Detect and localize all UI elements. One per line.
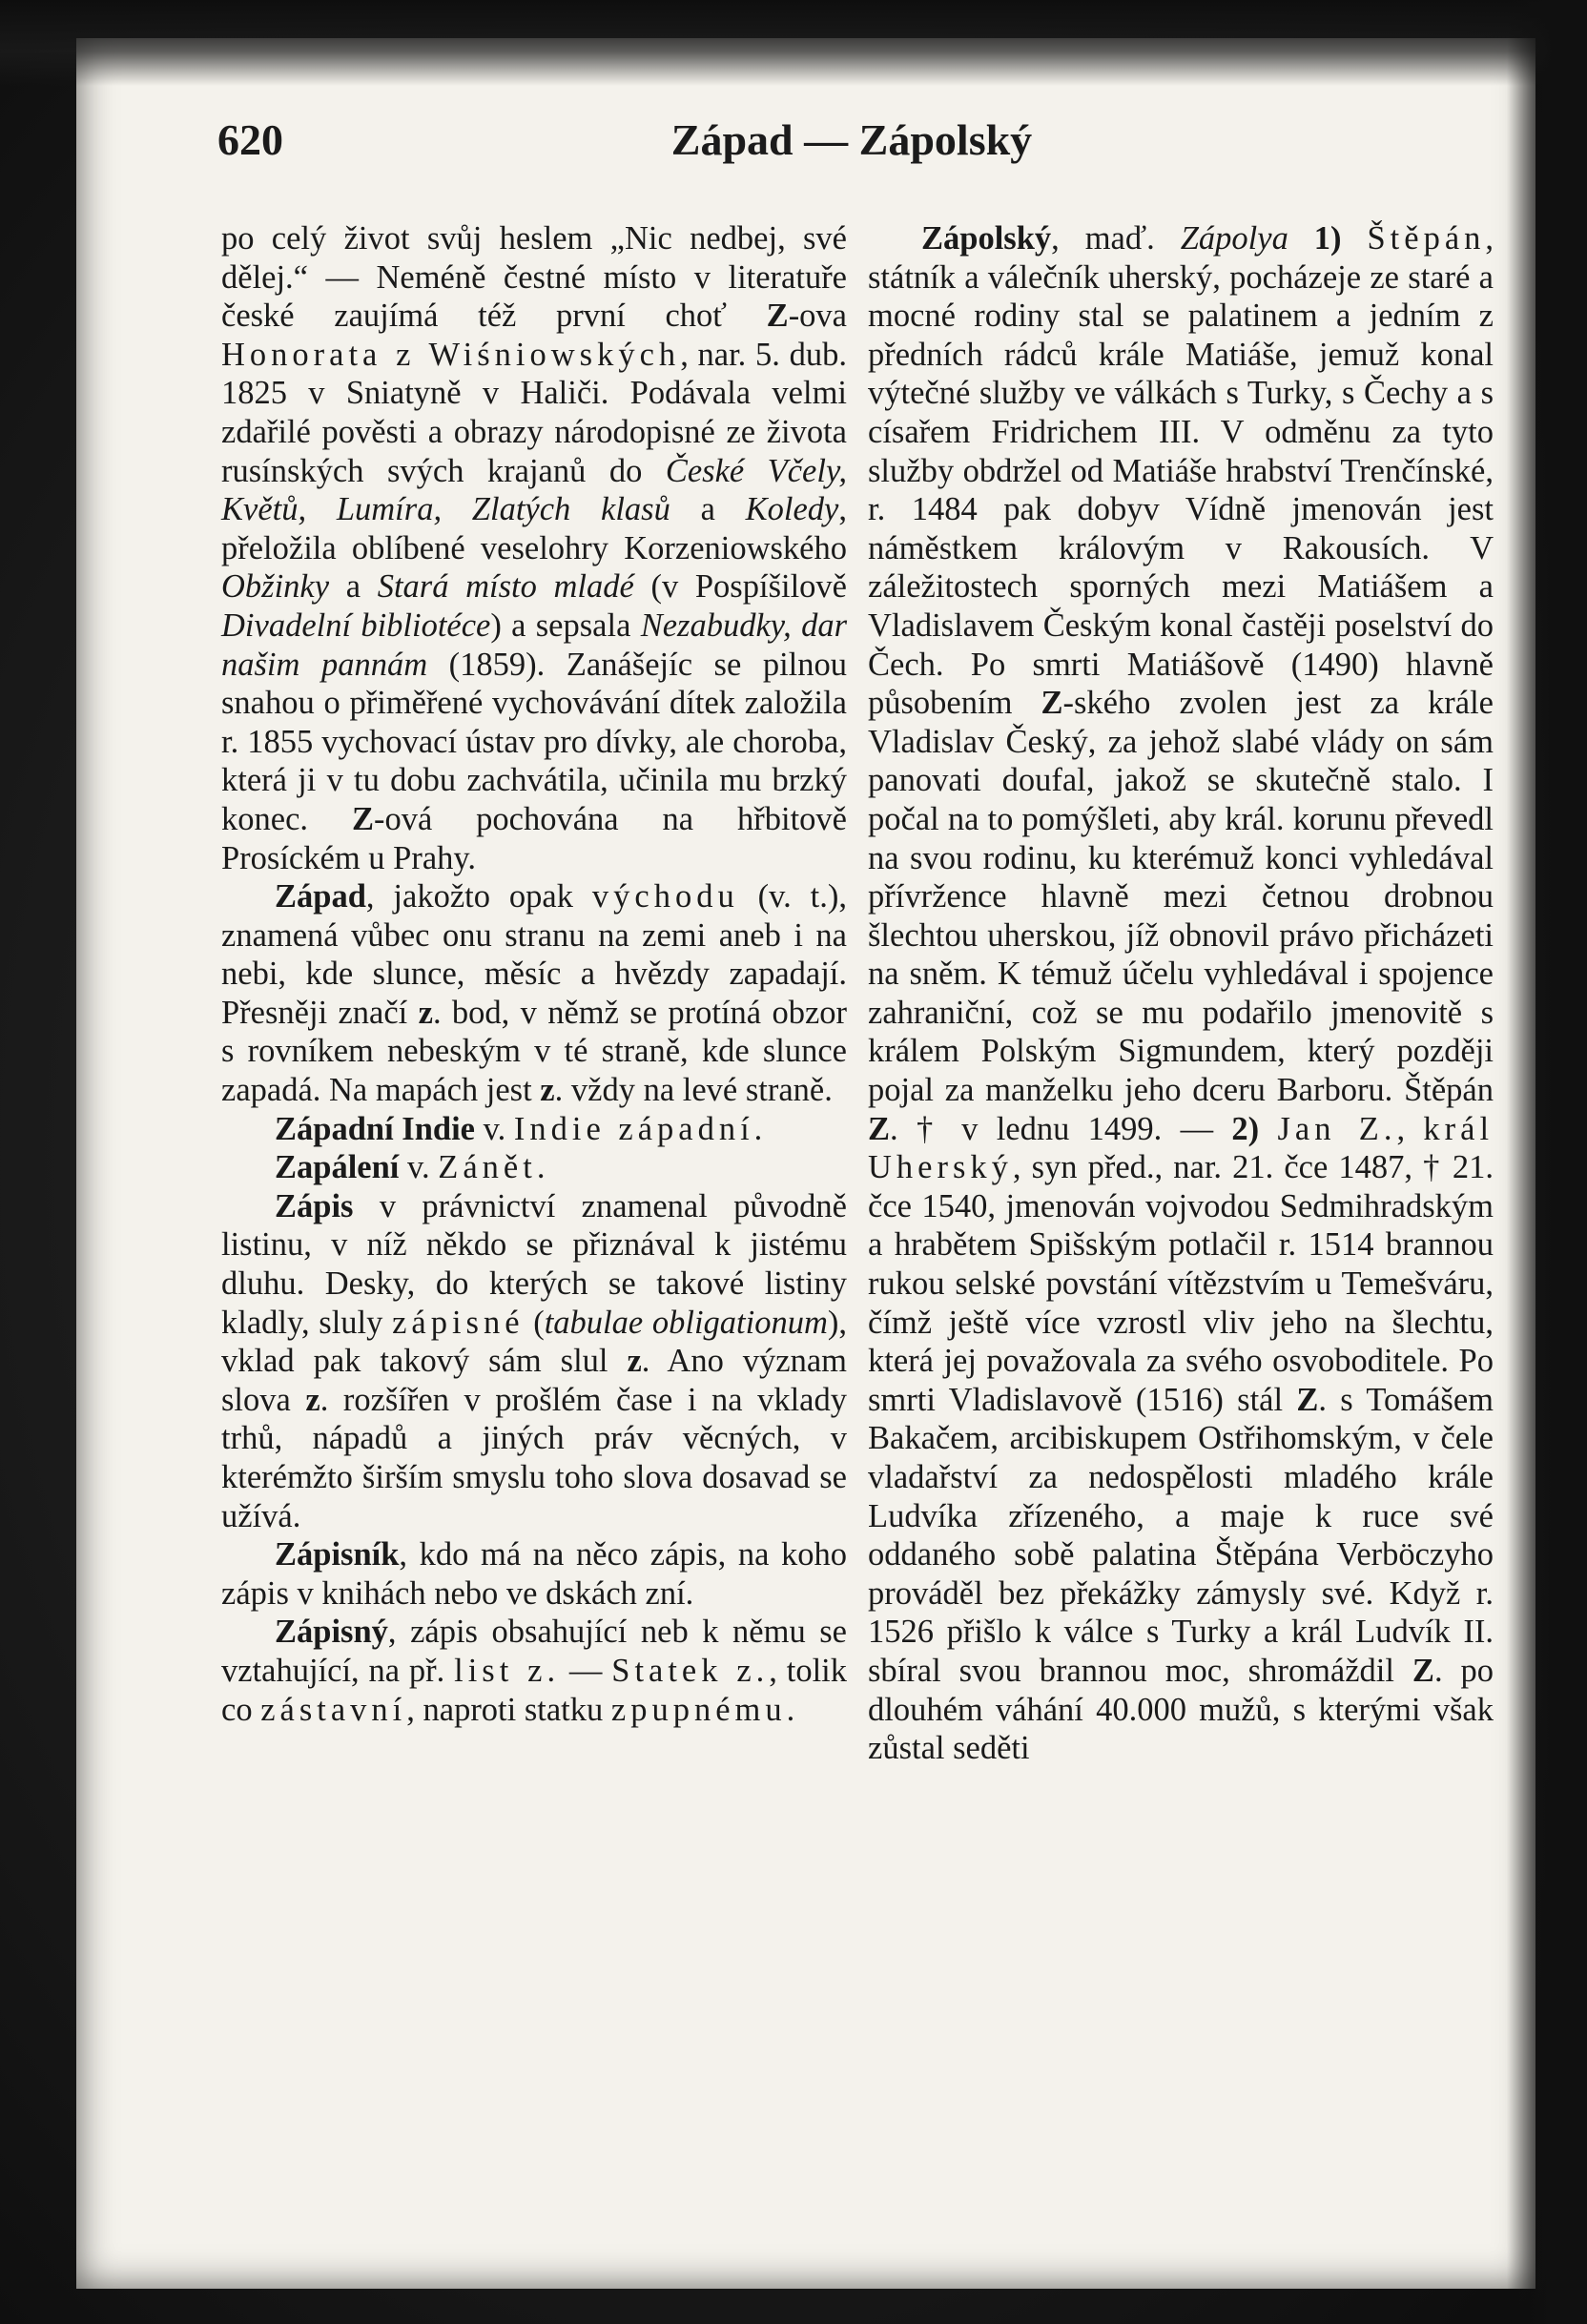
headword: Zápis [275,1187,354,1224]
entry-zapadni-indie: Západní Indie v. Indie západní. [275,1110,763,1147]
entry-zapaleni: Zapálení v. Zánět. [275,1149,546,1186]
running-title: Západ — Zápolský [670,115,1033,164]
entry-zapad: Západ, jakožto opak východu (v. t.), znamená vůbec onu stranu na zemi aneb i na nebi, kde slunce, měsíc a hvězdy zapadají. Přesněji značí z. bod, v němž se protíná obzor s rovníkem nebeským v té straně, kde slunce zapadá. Na mapách jest z. vždy na levé straně. [221,878,848,1109]
scan-right-shadow [1507,0,1587,2324]
entry-continuation: po celý život svůj heslem „Nic nedbej, své dělej.“ — Neméně čestné místo v literatuře české zaujímá též první choť Z-ova Honorata z Wiśniowských, nar. 5. dub. 1825 v Sniatyně v Haliči. Podávala velmi zdařilé pověsti a obrazy národopisné ze života rusínských svých krajanů do České Včely, Květů, Lumíra, Zlatých klasů a Koledy, přeložila oblíbené veselohry Korzeniowského Obžinky a Stará místo mladé (v Pospíšilově Divadelní bibliotéce) a sepsala Nezabudky, dar našim pannám (1859). Zanášejíc se pilnou snahou o přiměřené vychovávání dítek založila r. 1855 vychovací ústav pro dívky, ale choroba, která ji v tu dobu zachvátila, učinila mu brzký konec. Z-ová pochována na hřbitově Prosíckém u Prahy. [221,220,848,876]
headword: Západní Indie [275,1110,475,1147]
entry-zapis: Zápis v právnictví znamenal původně listinu, v níž někdo se přiznával k jistému dluhu. Desky, do kterých se takové listiny kladly, sluly zápisné (tabulae obligationum), vklad pak takový sám slul z. Ano význam slova z. rozšířen v prošlém čase i na vklady trhů, nápadů a jiných práv věcných, v kterémžto širším smyslu toho slova dosavad se užívá. [221,1187,847,1534]
left-column [221,219,847,1729]
headword: Zápolský [921,220,1052,257]
headword: Zápisný [275,1614,388,1651]
headword: Zápisník [275,1536,400,1573]
headword: Zapálení [275,1149,400,1186]
entry-zapisnik: Zápisník, kdo má na něco zápis, na koho zápis v knihách nebo ve dskách zní. [221,1536,847,1612]
entry-zapolsky: Zápolský, maď. Zápolya 1) Štěpán, státník a válečník uherský, pocházeje ze staré a mocné rodiny stal se palatinem a jedním z předních rádců krále Matiáše, jemuž konal výtečné služby ve válkách s Turky, s Čechy a s císařem Fridrichem III. V odměnu za tyto služby obdržel od Matiáše hrabství Trenčínské, r. 1484 pak dobyv Vídně jmenován jest náměstkem královým v Rakousích. V záležitostech sporných mezi Matiášem a Vladislavem Českým konal častěji poselství do Čech. Po smrti Matiášově (1490) hlavně působením Z-ského zvolen jest za krále Vladislav Český, za jehož slabé vlády on sám panovati doufal, jakož se skutečně stalo. I počal na to pomýšleti, aby král. korunu převedl na svou rodinu, ku kterémuž konci vyhledával přívržence hlavně mezi četnou drobnou šlechtou uherskou, jíž obnovil právo přicházeti na sněm. K témuž účelu vyhledával i spojence zahraniční, což se mu podařilo jmenovitě s králem Polským Sigmundem, který později pojal za manželku jeho dceru Barboru. Štěpán Z. † v lednu 1499. — 2) Jan Z., král Uherský, syn před., nar. 21. čce 1487, † 21. čce 1540, jmenován vojvodou Sedmihradským a hrabětem Spišským potlačil r. 1514 brannou rukou selské povstání vítězstvím u Temešváru, čímž ještě více vzrostl vliv jeho na šlechtu, která jej považovala za svého osvoboditele. Po smrti Vladislavově (1516) stál Z. s Tomášem Bakačem, arcibiskupem Ostřihomským, v čele vladařství za nedospělosti mladého krále Ludvíka zřízeného, a maje k ruce své oddaného sobě palatina Štěpána Verböczyho prováděl bez překážky zámysly své. Když r. 1526 přišlo k válce s Turky a král Ludvík II. sbíral svou brannou moc, shromáždil Z. po dlouhém váhání 40.000 mužů, s kterými však zůstal seděti [868,220,1494,1767]
scan-top-shadow [0,0,1587,86]
headword: Západ [275,878,366,915]
entry-zapisny: Zápisný, zápis obsahující neb k němu se vztahující, na př. list z. — Statek z., tolik co zástavní, naproti statku zpupnému. [221,1614,848,1728]
right-column [868,219,1494,1768]
page-header [217,114,1486,181]
page-number: 620 [217,115,283,164]
